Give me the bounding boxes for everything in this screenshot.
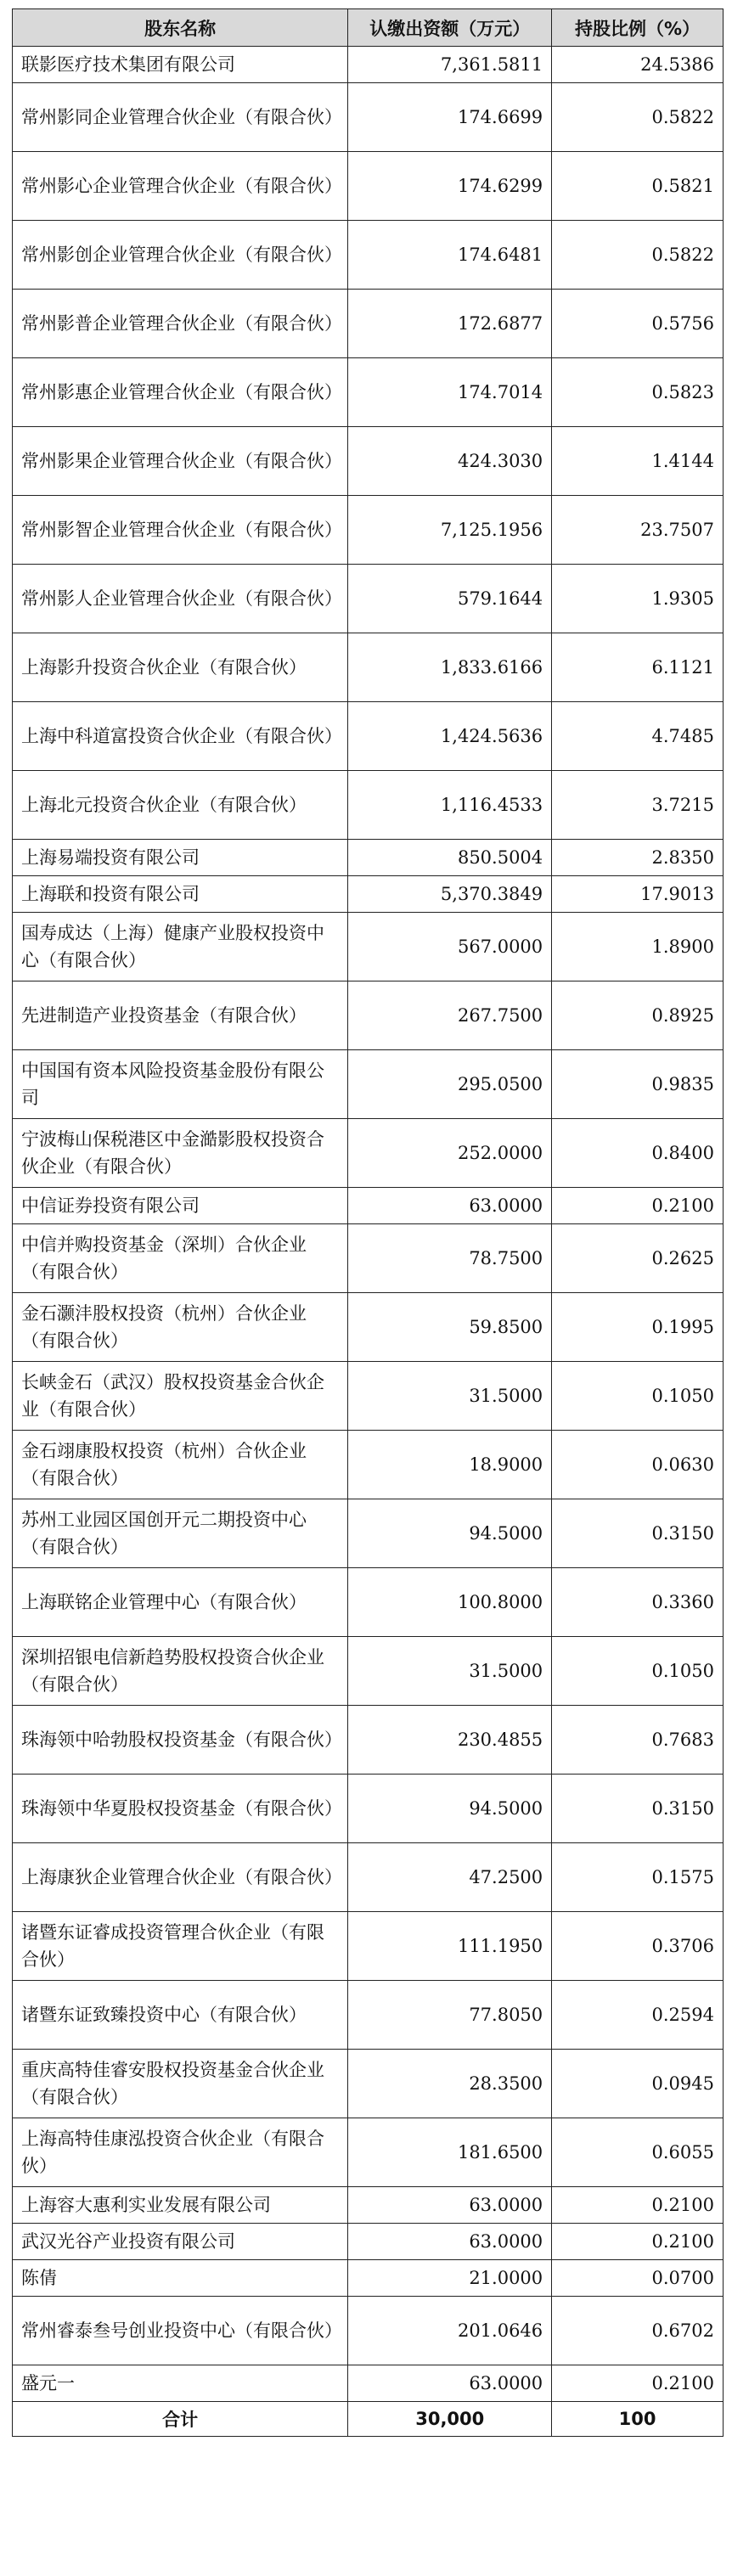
shareholding-ratio-cell: 6.1121 — [552, 633, 724, 702]
table-row — [13, 290, 724, 358]
subscribed-capital-cell: 59.8500 — [348, 1293, 552, 1362]
shareholder-name-cell: 常州影果企业管理合伙企业（有限合伙） — [13, 427, 348, 496]
shareholder-name-cell: 常州睿泰叁号创业投资中心（有限合伙） — [13, 2297, 348, 2365]
shareholder-name-cell: 盛元一 — [13, 2365, 348, 2402]
subscribed-capital-cell: 31.5000 — [348, 1637, 552, 1706]
subscribed-capital-cell: 252.0000 — [348, 1119, 552, 1188]
shareholding-ratio-cell: 2.8350 — [552, 840, 724, 876]
shareholding-ratio-cell: 0.3150 — [552, 1499, 724, 1568]
table-row — [13, 1568, 724, 1637]
shareholder-name-cell: 宁波梅山保税港区中金澔影股权投资合伙企业（有限合伙） — [13, 1119, 348, 1188]
table-row — [13, 981, 724, 1050]
shareholding-ratio-cell: 0.2100 — [552, 2224, 724, 2260]
shareholding-ratio-cell: 0.2100 — [552, 2187, 724, 2224]
table-row — [13, 1637, 724, 1706]
table-row — [13, 1188, 724, 1224]
subscribed-capital-cell: 78.7500 — [348, 1224, 552, 1293]
subscribed-capital-cell: 100.8000 — [348, 1568, 552, 1637]
shareholder-name-cell: 上海康狄企业管理合伙企业（有限合伙） — [13, 1843, 348, 1912]
shareholding-ratio-cell: 0.6055 — [552, 2118, 724, 2187]
table-row — [13, 83, 724, 152]
shareholding-ratio-cell: 0.5823 — [552, 358, 724, 427]
subscribed-capital-cell: 267.7500 — [348, 981, 552, 1050]
shareholding-ratio-cell: 0.2100 — [552, 2365, 724, 2402]
table-header — [13, 9, 724, 47]
shareholder-name-cell: 苏州工业园区国创开元二期投资中心（有限合伙） — [13, 1499, 348, 1568]
shareholder-name-cell: 上海高特佳康泓投资合伙企业（有限合伙） — [13, 2118, 348, 2187]
shareholder-name-cell: 诸暨东证致臻投资中心（有限合伙） — [13, 1981, 348, 2050]
header-shareholder-name: 股东名称 — [13, 9, 348, 47]
shareholder-name-cell: 常州影人企业管理合伙企业（有限合伙） — [13, 565, 348, 633]
shareholder-table — [12, 8, 724, 2437]
subscribed-capital-cell: 174.6699 — [348, 83, 552, 152]
table-row — [13, 913, 724, 981]
table-row — [13, 152, 724, 221]
table-row — [13, 1775, 724, 1843]
subscribed-capital-cell: 63.0000 — [348, 1188, 552, 1224]
subscribed-capital-cell: 21.0000 — [348, 2260, 552, 2297]
table-row — [13, 876, 724, 913]
table-row — [13, 1499, 724, 1568]
table-row — [13, 1706, 724, 1775]
subscribed-capital-cell: 111.1950 — [348, 1912, 552, 1981]
shareholder-name-cell: 金石翊康股权投资（杭州）合伙企业（有限合伙） — [13, 1431, 348, 1499]
subscribed-capital-cell: 63.0000 — [348, 2224, 552, 2260]
subscribed-capital-cell: 5,370.3849 — [348, 876, 552, 913]
header-shareholding-ratio: 持股比例（%） — [552, 9, 724, 47]
shareholder-name-cell: 深圳招银电信新趋势股权投资合伙企业（有限合伙） — [13, 1637, 348, 1706]
shareholder-name-cell: 中国国有资本风险投资基金股份有限公司 — [13, 1050, 348, 1119]
subscribed-capital-cell: 1,424.5636 — [348, 702, 552, 771]
shareholder-name-cell: 常州影心企业管理合伙企业（有限合伙） — [13, 152, 348, 221]
shareholder-name-cell: 上海影升投资合伙企业（有限合伙） — [13, 633, 348, 702]
shareholder-name-cell: 常州影惠企业管理合伙企业（有限合伙） — [13, 358, 348, 427]
subscribed-capital-cell: 63.0000 — [348, 2187, 552, 2224]
shareholding-ratio-cell: 24.5386 — [552, 47, 724, 83]
table-footer — [13, 2402, 724, 2437]
table-row — [13, 427, 724, 496]
table-row — [13, 2365, 724, 2402]
shareholding-ratio-cell: 0.5822 — [552, 83, 724, 152]
subscribed-capital-cell: 77.8050 — [348, 1981, 552, 2050]
shareholder-name-cell: 上海北元投资合伙企业（有限合伙） — [13, 771, 348, 840]
shareholder-name-cell: 国寿成达（上海）健康产业股权投资中心（有限合伙） — [13, 913, 348, 981]
table-row — [13, 1224, 724, 1293]
shareholding-ratio-cell: 23.7507 — [552, 496, 724, 565]
subscribed-capital-cell: 230.4855 — [348, 1706, 552, 1775]
shareholder-name-cell: 中信证券投资有限公司 — [13, 1188, 348, 1224]
subscribed-capital-cell: 18.9000 — [348, 1431, 552, 1499]
subscribed-capital-cell: 174.6299 — [348, 152, 552, 221]
subscribed-capital-cell: 94.5000 — [348, 1499, 552, 1568]
total-row — [13, 2402, 724, 2437]
subscribed-capital-cell: 7,125.1956 — [348, 496, 552, 565]
shareholding-ratio-cell: 1.4144 — [552, 427, 724, 496]
shareholder-name-cell: 诸暨东证睿成投资管理合伙企业（有限合伙） — [13, 1912, 348, 1981]
table-row — [13, 1293, 724, 1362]
table-row — [13, 2050, 724, 2118]
shareholding-ratio-cell: 0.1575 — [552, 1843, 724, 1912]
table-row — [13, 840, 724, 876]
subscribed-capital-cell: 567.0000 — [348, 913, 552, 981]
shareholder-name-cell: 上海容大惠利实业发展有限公司 — [13, 2187, 348, 2224]
shareholding-ratio-cell: 4.7485 — [552, 702, 724, 771]
table-row — [13, 1362, 724, 1431]
shareholder-name-cell: 常州影创企业管理合伙企业（有限合伙） — [13, 221, 348, 290]
shareholding-ratio-cell: 1.8900 — [552, 913, 724, 981]
shareholding-ratio-cell: 0.0630 — [552, 1431, 724, 1499]
table-row — [13, 565, 724, 633]
table-row — [13, 2118, 724, 2187]
subscribed-capital-cell: 172.6877 — [348, 290, 552, 358]
shareholder-name-cell: 金石灏沣股权投资（杭州）合伙企业（有限合伙） — [13, 1293, 348, 1362]
subscribed-capital-cell: 424.3030 — [348, 427, 552, 496]
table-row — [13, 1431, 724, 1499]
shareholding-ratio-cell: 0.9835 — [552, 1050, 724, 1119]
subscribed-capital-cell: 201.0646 — [348, 2297, 552, 2365]
shareholding-ratio-cell: 0.2625 — [552, 1224, 724, 1293]
shareholder-name-cell: 上海联铭企业管理中心（有限合伙） — [13, 1568, 348, 1637]
shareholder-name-cell: 上海中科道富投资合伙企业（有限合伙） — [13, 702, 348, 771]
subscribed-capital-cell: 28.3500 — [348, 2050, 552, 2118]
shareholding-ratio-cell: 0.3150 — [552, 1775, 724, 1843]
subscribed-capital-cell: 7,361.5811 — [348, 47, 552, 83]
shareholding-ratio-cell: 1.9305 — [552, 565, 724, 633]
table-row — [13, 771, 724, 840]
table-row — [13, 47, 724, 83]
shareholder-name-cell: 重庆高特佳睿安股权投资基金合伙企业（有限合伙） — [13, 2050, 348, 2118]
shareholding-ratio-cell: 0.5756 — [552, 290, 724, 358]
shareholding-ratio-cell: 0.6702 — [552, 2297, 724, 2365]
subscribed-capital-cell: 181.6500 — [348, 2118, 552, 2187]
subscribed-capital-cell: 94.5000 — [348, 1775, 552, 1843]
shareholding-ratio-cell: 3.7215 — [552, 771, 724, 840]
subscribed-capital-cell: 63.0000 — [348, 2365, 552, 2402]
subscribed-capital-cell: 295.0500 — [348, 1050, 552, 1119]
shareholder-name-cell: 中信并购投资基金（深圳）合伙企业（有限合伙） — [13, 1224, 348, 1293]
shareholder-name-cell: 常州影同企业管理合伙企业（有限合伙） — [13, 83, 348, 152]
table-row — [13, 496, 724, 565]
shareholder-name-cell: 常州影智企业管理合伙企业（有限合伙） — [13, 496, 348, 565]
table-body — [13, 47, 724, 2402]
shareholder-name-cell: 武汉光谷产业投资有限公司 — [13, 2224, 348, 2260]
table-row — [13, 1843, 724, 1912]
subscribed-capital-cell: 174.6481 — [348, 221, 552, 290]
header-row — [13, 9, 724, 47]
table-row — [13, 702, 724, 771]
table-row — [13, 1050, 724, 1119]
shareholding-ratio-cell: 0.1050 — [552, 1362, 724, 1431]
subscribed-capital-cell: 1,116.4533 — [348, 771, 552, 840]
subscribed-capital-cell: 1,833.6166 — [348, 633, 552, 702]
shareholder-name-cell: 陈倩 — [13, 2260, 348, 2297]
shareholding-ratio-cell: 0.2100 — [552, 1188, 724, 1224]
shareholder-name-cell: 上海易端投资有限公司 — [13, 840, 348, 876]
shareholding-ratio-cell: 0.5822 — [552, 221, 724, 290]
subscribed-capital-cell: 31.5000 — [348, 1362, 552, 1431]
table-row — [13, 2224, 724, 2260]
shareholder-name-cell: 珠海领中哈勃股权投资基金（有限合伙） — [13, 1706, 348, 1775]
shareholding-ratio-cell: 0.1995 — [552, 1293, 724, 1362]
subscribed-capital-cell: 850.5004 — [348, 840, 552, 876]
shareholding-ratio-cell: 0.2594 — [552, 1981, 724, 2050]
subscribed-capital-cell: 174.7014 — [348, 358, 552, 427]
shareholding-ratio-cell: 0.8925 — [552, 981, 724, 1050]
shareholding-ratio-cell: 0.0945 — [552, 2050, 724, 2118]
table-row — [13, 1981, 724, 2050]
table-row — [13, 1912, 724, 1981]
shareholder-name-cell: 上海联和投资有限公司 — [13, 876, 348, 913]
table-row — [13, 2297, 724, 2365]
table-row — [13, 2260, 724, 2297]
shareholding-ratio-cell: 0.7683 — [552, 1706, 724, 1775]
shareholder-name-cell: 先进制造产业投资基金（有限合伙） — [13, 981, 348, 1050]
subscribed-capital-cell: 579.1644 — [348, 565, 552, 633]
shareholding-ratio-cell: 0.3706 — [552, 1912, 724, 1981]
shareholding-ratio-cell: 0.1050 — [552, 1637, 724, 1706]
table-row — [13, 2187, 724, 2224]
table-row — [13, 633, 724, 702]
table-row — [13, 358, 724, 427]
header-subscribed-capital: 认缴出资额（万元） — [348, 9, 552, 47]
shareholder-name-cell: 常州影普企业管理合伙企业（有限合伙） — [13, 290, 348, 358]
table-row — [13, 221, 724, 290]
subscribed-capital-cell: 47.2500 — [348, 1843, 552, 1912]
table-row — [13, 1119, 724, 1188]
shareholding-ratio-cell: 17.9013 — [552, 876, 724, 913]
shareholding-ratio-cell: 0.5821 — [552, 152, 724, 221]
shareholding-ratio-cell: 0.0700 — [552, 2260, 724, 2297]
shareholder-name-cell: 联影医疗技术集团有限公司 — [13, 47, 348, 83]
shareholder-name-cell: 长峡金石（武汉）股权投资基金合伙企业（有限合伙） — [13, 1362, 348, 1431]
total-pct: 100 — [552, 2402, 724, 2437]
total-amount: 30,000 — [348, 2402, 552, 2437]
shareholding-ratio-cell: 0.3360 — [552, 1568, 724, 1637]
shareholding-ratio-cell: 0.8400 — [552, 1119, 724, 1188]
shareholder-name-cell: 珠海领中华夏股权投资基金（有限合伙） — [13, 1775, 348, 1843]
total-label: 合计 — [13, 2402, 348, 2437]
